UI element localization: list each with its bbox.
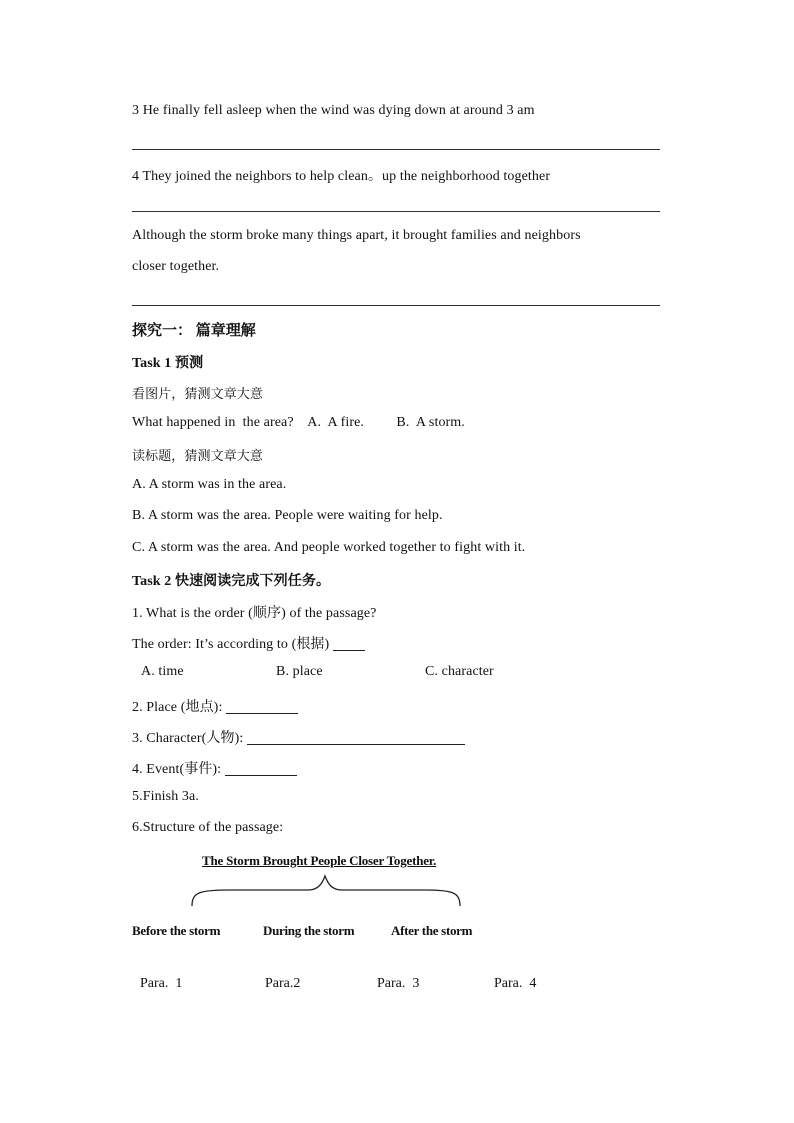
- task1-option-a: A. A storm was in the area.: [132, 477, 287, 492]
- task1-option-c: C. A storm was the area. And people worked together to fight with it.: [132, 540, 526, 555]
- character-blank[interactable]: [247, 730, 465, 745]
- task2-q2: [132, 696, 298, 716]
- section-heading: 探究一： 篇章理解: [132, 323, 256, 339]
- para-1: Para. 1: [140, 976, 183, 991]
- q2-label: 2. Place (地点):: [132, 700, 223, 715]
- answer-line-summary: [132, 305, 660, 306]
- task1-look-prompt: 看图片，猜测文章大意: [132, 387, 264, 402]
- stage-after: After the storm: [391, 923, 473, 938]
- para-2: Para.2: [265, 976, 301, 991]
- order-option-c: C. character: [425, 664, 494, 679]
- task2-q1: 1. What is the order (顺序) of the passage?: [132, 606, 377, 621]
- para-3: Para. 3: [377, 976, 420, 991]
- answer-line-4: [132, 211, 660, 212]
- place-blank[interactable]: [226, 699, 298, 714]
- summary-line-1: Although the storm broke many things apart, it brought families and neighbors: [132, 228, 581, 243]
- structure-brace-icon: [190, 872, 464, 908]
- structure-title: The Storm Brought People Closer Together.: [202, 853, 437, 868]
- sentence-3: 3 He finally fell asleep when the wind was dying down at around 3 am: [132, 103, 535, 118]
- sentence-4: 4 They joined the neighbors to help clean。up the neighborhood together: [132, 169, 551, 184]
- order-option-b: B. place: [276, 664, 323, 679]
- event-blank[interactable]: [225, 761, 297, 776]
- q4-label: 4. Event(事件):: [132, 762, 222, 777]
- task1-title: Task 1 预测: [132, 356, 204, 371]
- summary-line-2: closer together.: [132, 259, 220, 274]
- order-blank[interactable]: [333, 636, 365, 651]
- task1-option-b: B. A storm was the area. People were waiting for help.: [132, 508, 443, 523]
- order-option-a: A. time: [141, 664, 184, 679]
- para-4: Para. 4: [494, 976, 537, 991]
- task2-title: Task 2 快速阅读完成下列任务。: [132, 574, 331, 589]
- order-line-text: The order: It’s according to (根据): [132, 637, 330, 652]
- task2-q4: [132, 758, 297, 778]
- task2-q3: [132, 727, 465, 747]
- answer-line-3: [132, 149, 660, 150]
- task2-order-line: [132, 633, 365, 653]
- task1-read-prompt: 读标题，猜测文章大意: [132, 449, 264, 464]
- task2-q6: 6.Structure of the passage:: [132, 820, 284, 835]
- stage-before: Before the storm: [132, 923, 221, 938]
- stage-during: During the storm: [263, 923, 355, 938]
- q3-label: 3. Character(人物):: [132, 731, 244, 746]
- task2-q5: 5.Finish 3a.: [132, 789, 199, 804]
- task1-question: What happened in the area? A. A fire. B. A storm.: [132, 415, 465, 430]
